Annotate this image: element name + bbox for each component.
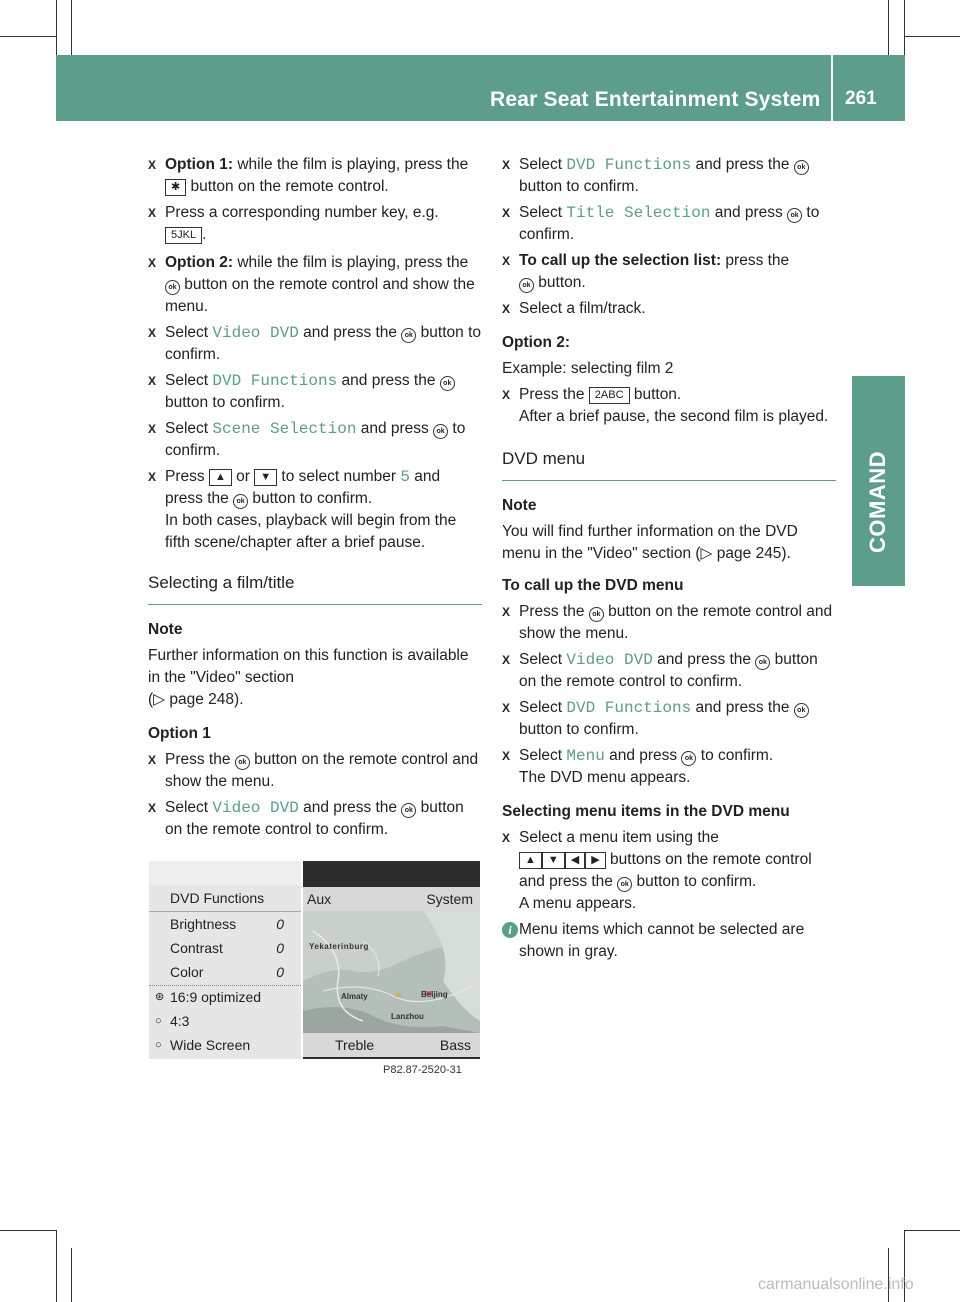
row-value: 0 xyxy=(276,916,284,932)
map-image xyxy=(303,911,480,1033)
step-text: button on the remote control to confirm. xyxy=(519,651,818,690)
step-text: Select xyxy=(519,651,567,668)
step-text: Select xyxy=(165,324,213,341)
step-text: button to confirm. xyxy=(165,324,481,363)
option-label: Option 1: xyxy=(165,156,234,173)
header-divider xyxy=(831,55,833,121)
step-remote-menu xyxy=(502,601,836,645)
step-arrow-icon: X xyxy=(502,605,511,619)
system-label: System xyxy=(426,891,473,907)
step-text: and press the xyxy=(165,468,441,507)
step-text: to select number xyxy=(277,468,401,485)
number-key-icon: 5JKL xyxy=(165,227,202,244)
menu-term: DVD Functions xyxy=(212,372,338,390)
option-title: Option 1 xyxy=(148,725,211,742)
step-arrow-icon: X xyxy=(502,254,511,268)
crop-mark xyxy=(0,1230,56,1231)
step-text: button to confirm. xyxy=(165,394,285,411)
map-label: Yekaterinburg xyxy=(309,942,369,951)
step-text: and press the xyxy=(691,156,794,173)
step-text: Select a menu item using the xyxy=(519,829,719,846)
example-text: Example: selecting film 2 xyxy=(502,360,674,377)
step-text: Select xyxy=(519,747,567,764)
step-text: Press the xyxy=(519,386,589,403)
step-result-text: The DVD menu appears. xyxy=(519,769,691,786)
step-text: Press xyxy=(165,468,209,485)
side-tab-label: COMAND xyxy=(865,451,890,553)
ok-icon: ok xyxy=(589,607,604,622)
step-text: button. xyxy=(534,274,586,291)
step-text: button on the remote control and show the menu. xyxy=(165,751,479,790)
up-key-icon: ▲ xyxy=(519,852,542,869)
subheading: To call up the DVD menu xyxy=(502,577,684,594)
format-16-9-row xyxy=(149,985,301,1009)
down-key-icon: ▼ xyxy=(542,852,565,869)
step-text: button to confirm. xyxy=(632,873,757,890)
crop-mark xyxy=(904,0,905,56)
ok-icon: ok xyxy=(519,278,534,293)
row-label: Brightness xyxy=(170,916,237,932)
step-arrow-icon: X xyxy=(148,374,157,388)
step-text: Select xyxy=(519,156,567,173)
ok-icon: ok xyxy=(235,755,250,770)
top-menu-bar xyxy=(303,887,480,911)
step-result-text: In both cases, playback will begin from the fifth scene/chapter after a brief pause. xyxy=(165,512,457,551)
map-label: Almaty xyxy=(341,992,368,1001)
note-title: Note xyxy=(148,621,183,638)
row-value: 0 xyxy=(276,940,284,956)
heading-rule xyxy=(502,480,836,481)
section-heading-wrap xyxy=(148,572,482,605)
heading-rule xyxy=(148,604,482,605)
option-title: Option 2: xyxy=(502,334,571,351)
crop-mark xyxy=(71,0,72,56)
step-arrow-icon: X xyxy=(502,653,511,667)
bass-label: Bass xyxy=(439,1037,471,1053)
ok-icon: ok xyxy=(794,703,809,718)
step-call-selection-list xyxy=(502,250,836,294)
step-text: while the film is playing, press the xyxy=(233,254,469,271)
step-text: and press the xyxy=(652,651,756,668)
row-label: Wide Screen xyxy=(170,1037,251,1053)
step-text: button to confirm. xyxy=(519,721,639,738)
step-arrow-icon: X xyxy=(148,422,157,436)
ok-icon: ok xyxy=(617,877,632,892)
step-remote-menu xyxy=(148,749,482,793)
step-option2 xyxy=(148,252,482,318)
page-number: 261 xyxy=(845,88,877,109)
down-key-icon: ▼ xyxy=(254,469,277,486)
step-arrow-icon: X xyxy=(502,158,511,172)
step-text: to confirm. xyxy=(165,420,466,459)
option-label: Option 2: xyxy=(165,254,234,271)
format-4-3-row xyxy=(149,1009,301,1033)
dvd-functions-title: DVD Functions xyxy=(170,890,265,906)
comand-screen-image xyxy=(149,861,480,1059)
step-arrow-icon: X xyxy=(148,801,157,815)
ok-icon: ok xyxy=(440,376,455,391)
format-wide-row xyxy=(149,1033,301,1057)
step-text: to confirm. xyxy=(519,204,820,243)
row-label: Contrast xyxy=(170,940,223,956)
step-text: press the xyxy=(721,252,790,269)
up-key-icon: ▲ xyxy=(209,469,232,486)
step-press-number xyxy=(148,466,482,554)
note-title: Note xyxy=(502,497,537,514)
step-select-menu-item xyxy=(502,827,836,915)
step-text: and press the xyxy=(691,699,794,716)
step-text: and press xyxy=(604,747,682,764)
section-heading: Selecting a film/title xyxy=(148,573,295,592)
bottom-menu-bar xyxy=(303,1033,480,1057)
info-text: Menu items which cannot be selected are shown in gray. xyxy=(519,921,805,960)
ok-icon: ok xyxy=(755,655,770,670)
radio-icon: ○ xyxy=(155,1039,162,1051)
note-text: Further information on this function is available in the "Video" section xyxy=(148,647,469,686)
step-arrow-icon: X xyxy=(148,158,157,172)
info-note xyxy=(502,919,836,963)
crop-mark xyxy=(56,0,57,56)
map-label: Beijing xyxy=(421,990,448,999)
step-select-video-dvd xyxy=(502,649,836,693)
step-text: . xyxy=(202,226,207,243)
step-text: or xyxy=(231,468,255,485)
step-text: button to confirm. xyxy=(248,490,373,507)
dvd-functions-panel xyxy=(149,861,301,1059)
step-text: and press the xyxy=(337,372,440,389)
menu-term: Video DVD xyxy=(212,324,299,342)
subheading: Selecting menu items in the DVD menu xyxy=(502,803,790,820)
crop-mark xyxy=(71,1248,72,1302)
step-text: buttons on the remote control and press the xyxy=(519,851,812,890)
step-option1 xyxy=(148,154,482,198)
step-text: to confirm. xyxy=(696,747,774,764)
ok-icon: ok xyxy=(787,208,802,223)
step-text: Select xyxy=(165,799,213,816)
page-title: Rear Seat Entertainment System xyxy=(490,88,821,111)
color-row xyxy=(149,960,301,984)
step-text: button on the remote control to confirm. xyxy=(165,799,464,838)
step-text: Select xyxy=(165,372,213,389)
crop-mark xyxy=(904,36,960,37)
ok-icon: ok xyxy=(233,494,248,509)
step-arrow-icon: X xyxy=(148,326,157,340)
step-arrow-icon: X xyxy=(502,206,511,220)
ok-icon: ok xyxy=(401,328,416,343)
info-icon: i xyxy=(502,922,518,938)
step-text: Press the xyxy=(519,603,589,620)
menu-term: Menu xyxy=(566,747,605,765)
step-select-video-dvd-2 xyxy=(148,797,482,841)
step-arrow-icon: X xyxy=(502,831,511,845)
section-heading-wrap xyxy=(502,448,836,481)
row-value: 0 xyxy=(276,964,284,980)
row-label: 16:9 optimized xyxy=(170,989,262,1005)
step-arrow-icon: X xyxy=(148,470,157,484)
step-arrow-icon: X xyxy=(148,206,157,220)
step-arrow-icon: X xyxy=(502,302,511,316)
step-select-video-dvd xyxy=(148,322,482,366)
step-select-scene xyxy=(148,418,482,462)
map-label: Lanzhou xyxy=(391,1012,424,1021)
step-select-menu xyxy=(502,745,836,789)
crop-mark xyxy=(0,36,56,37)
step-arrow-icon: X xyxy=(502,701,511,715)
crop-mark xyxy=(888,0,889,56)
step-select-dvd-functions-2 xyxy=(502,697,836,741)
menu-term: DVD Functions xyxy=(566,699,692,717)
contrast-row xyxy=(149,936,301,960)
number-key-icon: 2ABC xyxy=(589,387,630,404)
ok-icon: ok xyxy=(165,280,180,295)
step-select-title xyxy=(502,202,836,246)
menu-term: Title Selection xyxy=(566,204,711,222)
radio-icon: ○ xyxy=(155,1015,162,1027)
step-text: button on the remote control and show the menu. xyxy=(165,276,475,315)
menu-term: DVD Functions xyxy=(566,156,692,174)
step-text: Press a corresponding number key, e.g. xyxy=(165,204,439,221)
step-text: Select xyxy=(519,699,567,716)
panel-top xyxy=(149,861,301,885)
ok-icon: ok xyxy=(794,160,809,175)
brightness-row xyxy=(149,912,301,936)
star-key-icon: ✱ xyxy=(165,179,186,196)
left-key-icon: ◀ xyxy=(565,852,585,869)
navigation-panel xyxy=(303,861,480,1059)
step-text: while the film is playing, press the xyxy=(233,156,469,173)
step-number-key xyxy=(148,202,482,246)
step-bold-text: To call up the selection list: xyxy=(519,252,722,269)
step-select-dvd-functions xyxy=(148,370,482,414)
note-text: You will find further information on the DVD menu in the "Video" section (▷ page 245). xyxy=(502,523,798,562)
step-text: and press the xyxy=(298,324,402,341)
page-reference: (▷ page 248). xyxy=(148,691,244,708)
step-text: button on the remote control. xyxy=(186,178,389,195)
menu-term: Video DVD xyxy=(212,799,299,817)
step-text: button. xyxy=(629,386,682,403)
section-heading: DVD menu xyxy=(502,449,586,468)
crop-mark xyxy=(56,1230,57,1302)
step-select-dvd-functions xyxy=(502,154,836,198)
step-text: and press the xyxy=(298,799,402,816)
step-arrow-icon: X xyxy=(148,753,157,767)
watermark: carmanualsonline.info xyxy=(758,1276,914,1293)
step-text: button on the remote control and show the menu. xyxy=(519,603,833,642)
ok-icon: ok xyxy=(401,803,416,818)
step-result-text: After a brief pause, the second film is played. xyxy=(519,408,829,425)
right-key-icon: ▶ xyxy=(585,852,605,869)
menu-term: Video DVD xyxy=(566,651,653,669)
row-label: 4:3 xyxy=(170,1013,190,1029)
side-tab-marker xyxy=(852,376,905,419)
menu-term: Scene Selection xyxy=(212,420,357,438)
crop-mark xyxy=(904,1230,960,1231)
step-text: Select xyxy=(165,420,213,437)
step-arrow-icon: X xyxy=(148,256,157,270)
step-text: Select xyxy=(519,204,567,221)
step-arrow-icon: X xyxy=(502,388,511,402)
step-arrow-icon: X xyxy=(502,749,511,763)
step-text: and press xyxy=(710,204,788,221)
treble-label: Treble xyxy=(335,1037,375,1053)
step-text: Select a film/track. xyxy=(519,300,646,317)
radio-selected-icon: ⊛ xyxy=(155,991,165,1003)
step-press-2 xyxy=(502,384,836,428)
step-select-film xyxy=(502,298,836,320)
step-text: Press the xyxy=(165,751,235,768)
right-column xyxy=(502,154,836,967)
aux-label: Aux xyxy=(307,891,332,907)
left-column xyxy=(148,154,482,845)
ok-icon: ok xyxy=(433,424,448,439)
step-text: and press xyxy=(356,420,434,437)
menu-term: 5 xyxy=(400,468,410,486)
step-result-text: A menu appears. xyxy=(519,895,637,912)
step-text: button to confirm. xyxy=(519,178,639,195)
figure-caption: P82.87-2520-31 xyxy=(383,1064,462,1076)
row-label: Color xyxy=(170,964,204,980)
ok-icon: ok xyxy=(681,751,696,766)
